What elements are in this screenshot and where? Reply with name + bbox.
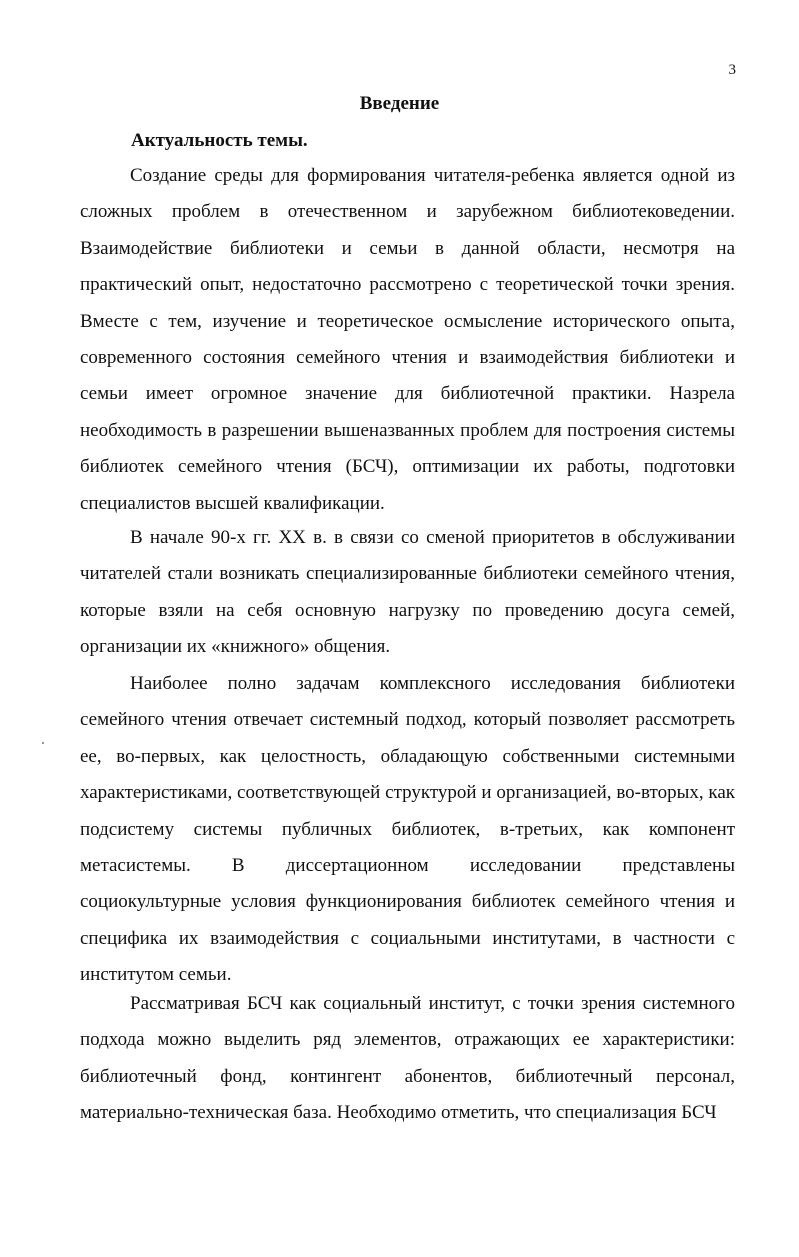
paragraph-3: Наиболее полно задачам комплексного исследования библиотеки семейного чтения отвечает системный подход, который позволяет рассмотреть ее, во-первых, как целостность, обладающую собственными системными характеристиками, соответствующей структурой и организацией, во-вторых, как подсистему системы публичных библиотек, в-третьих, как компонент метасистемы. В диссертационном исследовании представлены социокультурные условия функционирования библиотек семейного чтения и специфика их взаимодействия с социальными институтами, в частности с институтом семьи. (80, 673, 735, 986)
page-title: Введение (359, 93, 440, 114)
paragraph-1: Создание среды для формирования читателя-ребенка является одной из сложных проблем в отечественном и зарубежном библиотековедении. Взаимодействие библиотеки и семьи в данной области, несмотря на практический опыт, недостаточно рассмотрено с теоретической точки зрения. Вместе с тем, изучение и теоретическое осмысление исторического опыта, современного состояния семейного чтения и взаимодействия библиотеки и семьи имеет огромное значение для библиотечной практики. Назрела необходимость в разрешении вышеназванных проблем для построения системы библиотек семейного чтения (БСЧ), оптимизации их работы, подготовки специалистов высшей квалификации. (80, 165, 735, 514)
paragraph-2: В начале 90-х гг. XX в. в связи со сменой приоритетов в обслуживании читателей стали возникать специализированные библиотеки семейного чтения, которые взяли на себя основную нагрузку по проведению досуга семей, организации их «книжного» общения. (80, 527, 735, 658)
page-number: 3 (728, 62, 736, 78)
scan-artifact-dot (42, 742, 44, 744)
section-subtitle: Актуальность темы. (131, 130, 308, 151)
paragraph-4: Рассматривая БСЧ как социальный институт, с точки зрения системного подхода можно выделить ряд элементов, отражающих ее характеристики: библиотечный фонд, контингент абонентов, библиотечный персонал, материально-техническая база. Необходимо отметить, что специализация БСЧ (80, 993, 735, 1124)
